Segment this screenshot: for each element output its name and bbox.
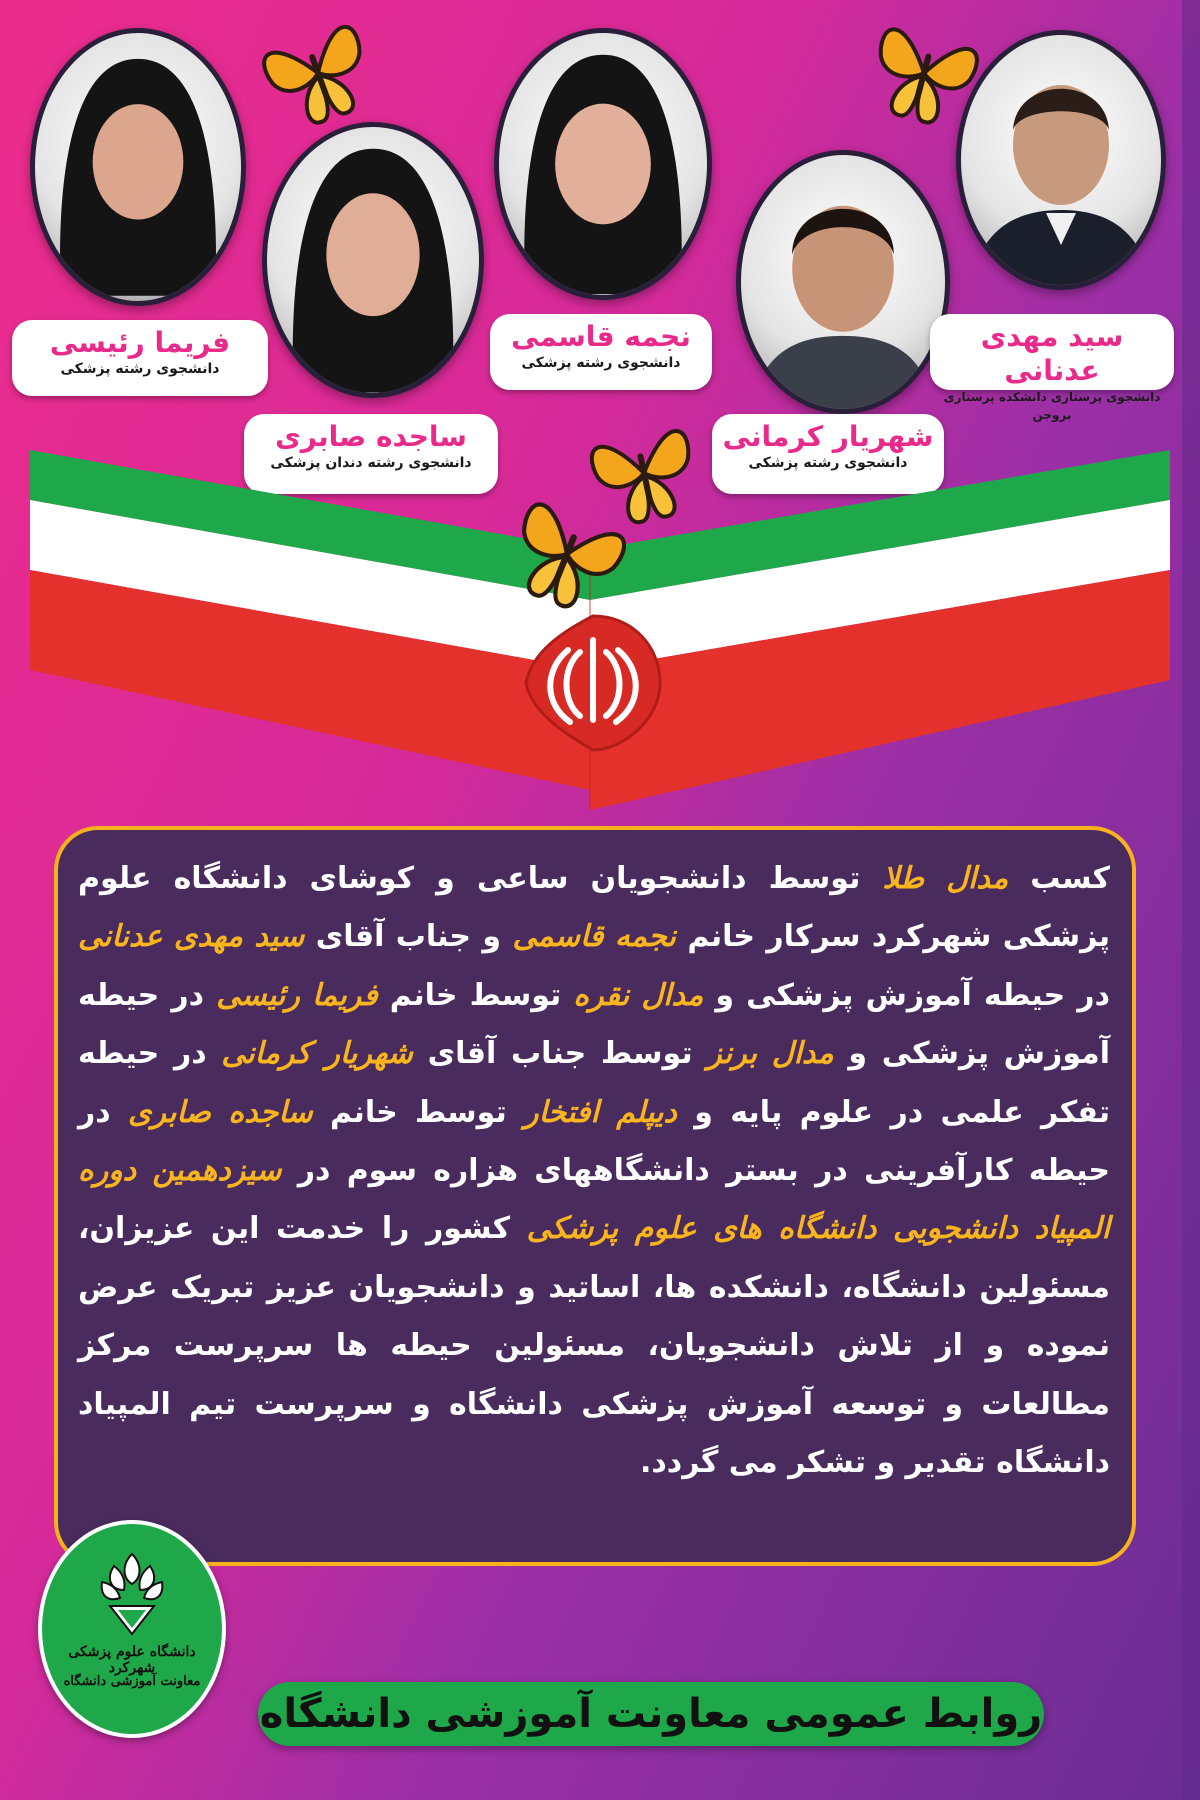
- logo-university-name: دانشگاه علوم پزشکی شهرکرد: [68, 1644, 196, 1676]
- butterfly-icon: [508, 484, 626, 624]
- name-raisi: فریما رئیسی: [49, 326, 231, 359]
- footer-text: روابط عمومی معاونت آموزشی دانشگاه: [259, 1691, 1043, 1737]
- highlight-silver-medal: مدال نقره: [573, 977, 704, 1013]
- portrait-adnani: [956, 30, 1166, 290]
- namecard-raisi: [12, 320, 268, 396]
- text-run: و جناب آقای: [304, 919, 513, 955]
- highlight-adnani: سید مهدی عدنانی: [78, 919, 305, 955]
- name-kermani: شهریار کرمانی: [722, 420, 934, 453]
- text-run: در حیطه تفکر علمی در علوم پایه و: [78, 1036, 1111, 1130]
- text-run: توسط خانم: [377, 977, 574, 1013]
- role-adnani: دانشجوی پرستاری دانشکده پرستاری بروجن: [943, 390, 1161, 422]
- role-kermani: دانشجوی رشته پزشکی: [748, 455, 908, 471]
- role-saberi: دانشجوی رشته دندان پزشکی: [270, 455, 472, 471]
- text-run: در حیطه آموزش پزشکی و: [703, 977, 1110, 1013]
- text-run: توسط دانشجویان ساعی و کوشای دانشگاه علوم پزشکی شهرکرد سرکار خانم: [78, 861, 1111, 955]
- text-run: کسب: [1008, 861, 1111, 896]
- text-run: توسط خانم: [312, 1094, 525, 1130]
- portrait-raisi: [30, 28, 246, 306]
- namecard-adnani: [930, 314, 1174, 422]
- highlight-saberi: ساجده صابری: [128, 1094, 313, 1130]
- right-edge-stripe: [1182, 0, 1200, 1800]
- highlight-gold-medal: مدال طلا: [882, 861, 1009, 896]
- text-run: در حیطه آموزش پزشکی و: [78, 977, 1110, 1072]
- announcement-text: [78, 850, 1110, 1492]
- name-saberi: ساجده صابری: [275, 420, 467, 453]
- portrait-saberi: [262, 122, 484, 398]
- text-run: کشور را خدمت این عزیزان، مسئولین دانشگاه، دانشکده ها، اساتید و دانشجویان عزیز تبریک عرض نموده و از تلاش دانشجویان، مسئولین حیطه ها سرپرست مرکز مطالعات و توسعه آموزش پزشکی دانشگاه و سرپرست تیم المپیاد دانشگاه تقدیر و تشکر می گردد.: [78, 1211, 1110, 1481]
- highlight-ghasemi: نجمه قاسمی: [512, 919, 676, 955]
- university-logo: [38, 1520, 226, 1738]
- highlight-honor-diploma: دیپلم افتخار: [524, 1094, 677, 1130]
- role-raisi: دانشجوی رشته پزشکی: [60, 361, 220, 377]
- text-run: در حیطه کارآفرینی در بستر دانشگاههای هزاره سوم در: [78, 1094, 1110, 1189]
- role-ghasemi: دانشجوی رشته پزشکی: [521, 355, 681, 371]
- namecard-ghasemi: [490, 314, 712, 390]
- highlight-olympiad: سیزدهمین دوره المپیاد دانشجویی دانشگاه های علوم پزشکی: [78, 1153, 1110, 1247]
- highlight-bronze-medal: مدال برنز: [707, 1036, 834, 1072]
- tree-emblem-icon: [92, 1544, 172, 1640]
- portrait-kermani: [736, 150, 950, 414]
- highlight-kermani: شهریار کرمانی: [221, 1036, 413, 1072]
- butterfly-icon: [262, 8, 374, 138]
- name-ghasemi: نجمه قاسمی: [511, 320, 691, 353]
- logo-deputy-name: معاونت آموزشی دانشگاه: [63, 1674, 201, 1689]
- footer-bar: [258, 1682, 1044, 1746]
- portrait-ghasemi: [494, 28, 712, 300]
- name-adnani: سید مهدی عدنانی: [980, 320, 1124, 387]
- text-run: توسط جناب آقای: [412, 1036, 708, 1072]
- highlight-raisi: فریما رئیسی: [216, 977, 378, 1013]
- iran-emblem-icon: [522, 612, 664, 754]
